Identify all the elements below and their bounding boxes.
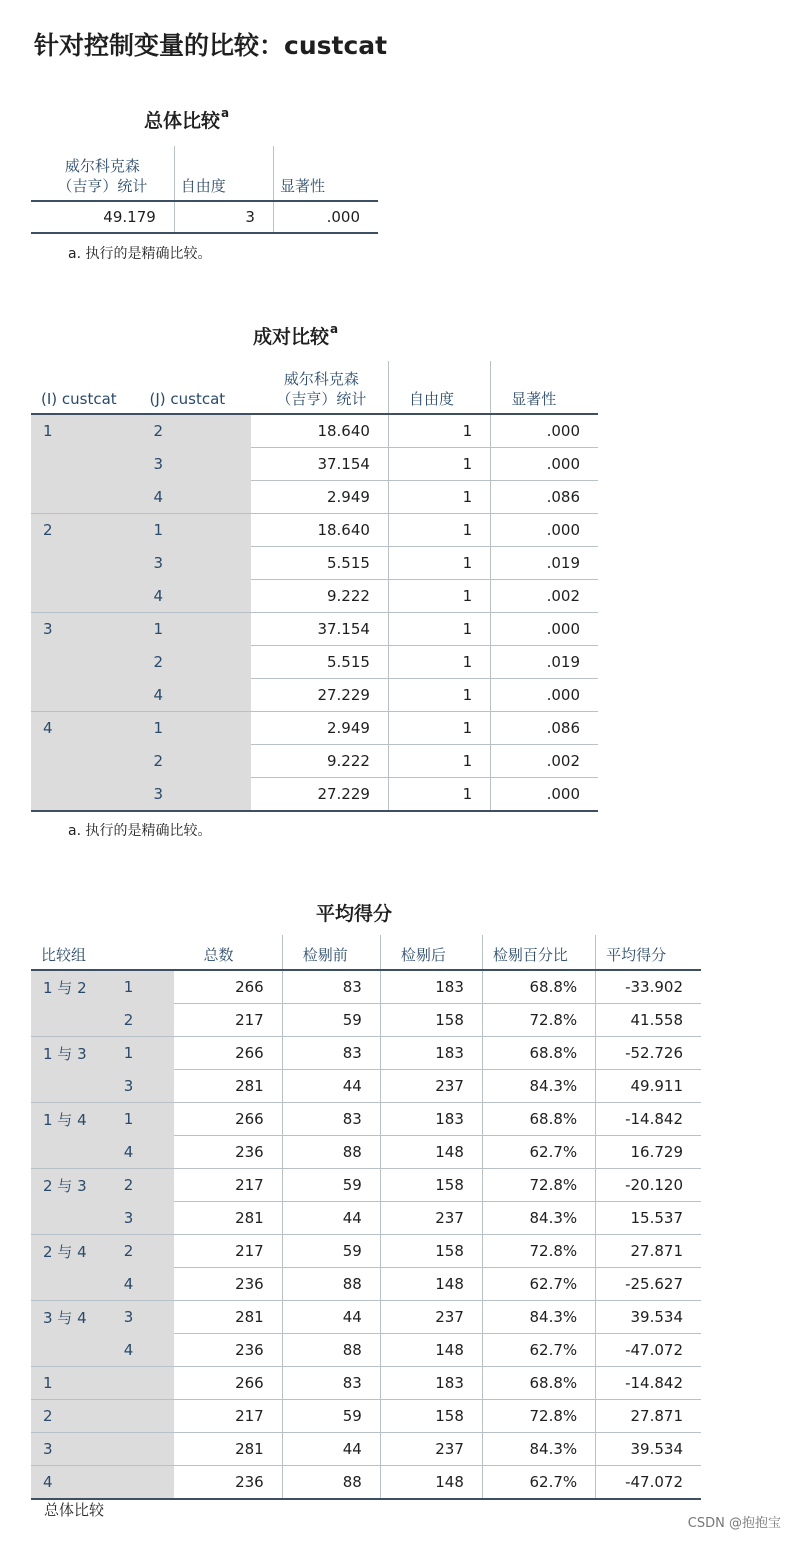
value-cell: 37.154 bbox=[251, 613, 389, 646]
value-cell: -20.120 bbox=[596, 1169, 701, 1202]
value-cell: 88 bbox=[282, 1268, 380, 1301]
pairwise-footnote: a. 执行的是精确比较。 bbox=[68, 823, 212, 839]
pairwise-header: (J) custcat bbox=[140, 361, 251, 414]
comparison-group-cell bbox=[31, 1202, 110, 1235]
pairwise-header: (I) custcat bbox=[31, 361, 140, 414]
table-row bbox=[31, 547, 598, 580]
category-cell: 1 bbox=[110, 970, 174, 1004]
table-row bbox=[31, 1367, 701, 1400]
overall-header: 显著性 bbox=[273, 146, 378, 201]
i-custcat-cell: 1 bbox=[31, 414, 140, 448]
comparison-group-cell bbox=[31, 1136, 110, 1169]
i-custcat-cell bbox=[31, 745, 140, 778]
table-row bbox=[31, 1004, 701, 1037]
scores-header: 总数 bbox=[174, 935, 283, 970]
value-cell: 84.3% bbox=[482, 1202, 595, 1235]
value-cell: 59 bbox=[282, 1400, 380, 1433]
value-cell: 237 bbox=[380, 1070, 482, 1103]
value-cell: 237 bbox=[380, 1301, 482, 1334]
value-cell: 183 bbox=[380, 1367, 482, 1400]
scores-header: 检剔后 bbox=[380, 935, 482, 970]
table-row bbox=[31, 613, 598, 646]
value-cell: 237 bbox=[380, 1433, 482, 1466]
overall-cell: .000 bbox=[273, 201, 378, 233]
overall-footnote: a. 执行的是精确比较。 bbox=[68, 246, 212, 262]
value-cell: 83 bbox=[282, 1367, 380, 1400]
table-row bbox=[31, 679, 598, 712]
value-cell: 83 bbox=[282, 1037, 380, 1070]
value-cell: -14.842 bbox=[596, 1367, 701, 1400]
category-cell: 1 bbox=[110, 1103, 174, 1136]
table-row bbox=[31, 646, 598, 679]
value-cell: 49.911 bbox=[596, 1070, 701, 1103]
pairwise-title: 成对比较$^a$ bbox=[253, 321, 339, 348]
value-cell: 37.154 bbox=[251, 448, 389, 481]
value-cell: 27.871 bbox=[596, 1400, 701, 1433]
overall-header: 威尔科克森 （吉亨）统计 bbox=[31, 146, 174, 201]
value-cell: .000 bbox=[491, 448, 598, 481]
value-cell: 281 bbox=[174, 1301, 283, 1334]
comparison-group-cell: 1 与 3 bbox=[31, 1037, 110, 1070]
value-cell: 1 bbox=[388, 679, 490, 712]
value-cell: 1 bbox=[388, 547, 490, 580]
value-cell: .000 bbox=[491, 613, 598, 646]
table-row bbox=[31, 1202, 701, 1235]
value-cell: 68.8% bbox=[482, 970, 595, 1004]
value-cell: 158 bbox=[380, 1235, 482, 1268]
table-row bbox=[31, 1466, 701, 1500]
value-cell: 217 bbox=[174, 1169, 283, 1202]
table-row bbox=[31, 414, 598, 448]
table-row bbox=[31, 745, 598, 778]
value-cell: 72.8% bbox=[482, 1169, 595, 1202]
j-custcat-cell: 1 bbox=[140, 514, 251, 547]
category-cell: 1 bbox=[110, 1037, 174, 1070]
comparison-group-cell: 1 与 2 bbox=[31, 970, 110, 1004]
category-cell: 3 bbox=[110, 1301, 174, 1334]
table-row bbox=[31, 778, 598, 812]
table-row bbox=[31, 1334, 701, 1367]
value-cell: 44 bbox=[282, 1202, 380, 1235]
table-row bbox=[31, 481, 598, 514]
value-cell: 183 bbox=[380, 1103, 482, 1136]
value-cell: 1 bbox=[388, 514, 490, 547]
pairwise-header: 显著性 bbox=[491, 361, 598, 414]
value-cell: 148 bbox=[380, 1334, 482, 1367]
value-cell: 217 bbox=[174, 1004, 283, 1037]
j-custcat-cell: 2 bbox=[140, 646, 251, 679]
value-cell: 1 bbox=[388, 646, 490, 679]
table-row bbox=[31, 580, 598, 613]
value-cell: 83 bbox=[282, 1103, 380, 1136]
j-custcat-cell: 3 bbox=[140, 448, 251, 481]
value-cell: 5.515 bbox=[251, 547, 389, 580]
category-cell: 1 bbox=[31, 1367, 174, 1400]
value-cell: .000 bbox=[491, 679, 598, 712]
comparison-group-cell: 1 与 4 bbox=[31, 1103, 110, 1136]
category-cell: 4 bbox=[110, 1334, 174, 1367]
value-cell: 9.222 bbox=[251, 745, 389, 778]
table-row bbox=[31, 1103, 701, 1136]
value-cell: 281 bbox=[174, 1433, 283, 1466]
value-cell: 266 bbox=[174, 970, 283, 1004]
value-cell: .086 bbox=[491, 481, 598, 514]
watermark: CSDN @抱抱宝 bbox=[687, 1516, 781, 1531]
table-row bbox=[31, 1235, 701, 1268]
value-cell: 15.537 bbox=[596, 1202, 701, 1235]
value-cell: 68.8% bbox=[482, 1037, 595, 1070]
i-custcat-cell bbox=[31, 481, 140, 514]
value-cell: 1 bbox=[388, 778, 490, 812]
value-cell: -25.627 bbox=[596, 1268, 701, 1301]
comparison-group-cell bbox=[31, 1268, 110, 1301]
i-custcat-cell bbox=[31, 778, 140, 812]
scores-title: 平均得分 bbox=[316, 903, 393, 925]
value-cell: 217 bbox=[174, 1235, 283, 1268]
value-cell: 62.7% bbox=[482, 1268, 595, 1301]
i-custcat-cell bbox=[31, 448, 140, 481]
value-cell: 1 bbox=[388, 448, 490, 481]
value-cell: 59 bbox=[282, 1169, 380, 1202]
value-cell: 281 bbox=[174, 1070, 283, 1103]
j-custcat-cell: 2 bbox=[140, 745, 251, 778]
value-cell: 5.515 bbox=[251, 646, 389, 679]
table-row bbox=[31, 712, 598, 745]
category-cell: 3 bbox=[110, 1070, 174, 1103]
table-row bbox=[31, 1169, 701, 1202]
value-cell: 62.7% bbox=[482, 1466, 595, 1500]
j-custcat-cell: 4 bbox=[140, 679, 251, 712]
value-cell: 183 bbox=[380, 1037, 482, 1070]
value-cell: .000 bbox=[491, 514, 598, 547]
value-cell: 236 bbox=[174, 1334, 283, 1367]
comparison-group-cell bbox=[31, 1004, 110, 1037]
value-cell: 16.729 bbox=[596, 1136, 701, 1169]
value-cell: -47.072 bbox=[596, 1334, 701, 1367]
value-cell: 68.8% bbox=[482, 1367, 595, 1400]
category-cell: 3 bbox=[110, 1202, 174, 1235]
value-cell: 88 bbox=[282, 1136, 380, 1169]
category-cell: 2 bbox=[110, 1004, 174, 1037]
overall-title: 总体比较$^a$ bbox=[144, 105, 230, 132]
value-cell: 183 bbox=[380, 970, 482, 1004]
i-custcat-cell: 3 bbox=[31, 613, 140, 646]
pairwise-header: 威尔科克森 （吉亨）统计 bbox=[251, 361, 389, 414]
value-cell: .000 bbox=[491, 778, 598, 812]
j-custcat-cell: 4 bbox=[140, 481, 251, 514]
table-row bbox=[31, 1301, 701, 1334]
i-custcat-cell: 2 bbox=[31, 514, 140, 547]
value-cell: 44 bbox=[282, 1301, 380, 1334]
value-cell: .002 bbox=[491, 745, 598, 778]
value-cell: 9.222 bbox=[251, 580, 389, 613]
value-cell: 44 bbox=[282, 1070, 380, 1103]
value-cell: -52.726 bbox=[596, 1037, 701, 1070]
overall-cell: 49.179 bbox=[31, 201, 174, 233]
j-custcat-cell: 3 bbox=[140, 547, 251, 580]
value-cell: 18.640 bbox=[251, 514, 389, 547]
value-cell: 1 bbox=[388, 613, 490, 646]
value-cell: 62.7% bbox=[482, 1136, 595, 1169]
value-cell: 27.229 bbox=[251, 778, 389, 812]
comparison-group-cell bbox=[31, 1334, 110, 1367]
table-row bbox=[31, 970, 701, 1004]
value-cell: 84.3% bbox=[482, 1301, 595, 1334]
value-cell: 83 bbox=[282, 970, 380, 1004]
comparison-group-cell: 2 与 3 bbox=[31, 1169, 110, 1202]
comparison-group-cell: 3 与 4 bbox=[31, 1301, 110, 1334]
table-row bbox=[31, 1400, 701, 1433]
overall-header: 自由度 bbox=[174, 146, 273, 201]
value-cell: 84.3% bbox=[482, 1433, 595, 1466]
j-custcat-cell: 1 bbox=[140, 712, 251, 745]
i-custcat-cell bbox=[31, 646, 140, 679]
scores-header: 检剔百分比 bbox=[482, 935, 595, 970]
value-cell: 1 bbox=[388, 580, 490, 613]
value-cell: 148 bbox=[380, 1136, 482, 1169]
value-cell: -47.072 bbox=[596, 1466, 701, 1500]
category-cell: 4 bbox=[31, 1466, 174, 1500]
value-cell: 88 bbox=[282, 1334, 380, 1367]
scores-footnote: 总体比较 bbox=[44, 1501, 105, 1519]
value-cell: .002 bbox=[491, 580, 598, 613]
i-custcat-cell bbox=[31, 547, 140, 580]
page-title: 针对控制变量的比较：custcat bbox=[34, 31, 388, 60]
value-cell: -33.902 bbox=[596, 970, 701, 1004]
category-cell: 3 bbox=[31, 1433, 174, 1466]
value-cell: 158 bbox=[380, 1400, 482, 1433]
value-cell: 266 bbox=[174, 1367, 283, 1400]
value-cell: 217 bbox=[174, 1400, 283, 1433]
overall-table bbox=[31, 146, 378, 234]
value-cell: 148 bbox=[380, 1268, 482, 1301]
value-cell: 236 bbox=[174, 1466, 283, 1500]
table-row bbox=[31, 1268, 701, 1301]
scores-header: 检剔前 bbox=[282, 935, 380, 970]
pairwise-table bbox=[31, 361, 598, 812]
j-custcat-cell: 2 bbox=[140, 414, 251, 448]
value-cell: 59 bbox=[282, 1004, 380, 1037]
overall-cell: 3 bbox=[174, 201, 273, 233]
scores-header: 平均得分 bbox=[596, 935, 701, 970]
j-custcat-cell: 3 bbox=[140, 778, 251, 812]
i-custcat-cell bbox=[31, 679, 140, 712]
value-cell: 41.558 bbox=[596, 1004, 701, 1037]
table-row bbox=[31, 1136, 701, 1169]
scores-table bbox=[31, 935, 701, 1500]
value-cell: 62.7% bbox=[482, 1334, 595, 1367]
value-cell: 72.8% bbox=[482, 1004, 595, 1037]
value-cell: 1 bbox=[388, 414, 490, 448]
value-cell: 266 bbox=[174, 1037, 283, 1070]
value-cell: 148 bbox=[380, 1466, 482, 1500]
value-cell: 1 bbox=[388, 481, 490, 514]
table-row bbox=[31, 1037, 701, 1070]
i-custcat-cell: 4 bbox=[31, 712, 140, 745]
comparison-group-cell: 2 与 4 bbox=[31, 1235, 110, 1268]
value-cell: .000 bbox=[491, 414, 598, 448]
value-cell: 27.229 bbox=[251, 679, 389, 712]
value-cell: 59 bbox=[282, 1235, 380, 1268]
value-cell: 68.8% bbox=[482, 1103, 595, 1136]
category-cell: 2 bbox=[110, 1169, 174, 1202]
comparison-group-cell bbox=[31, 1070, 110, 1103]
value-cell: 88 bbox=[282, 1466, 380, 1500]
value-cell: 158 bbox=[380, 1004, 482, 1037]
value-cell: 158 bbox=[380, 1169, 482, 1202]
value-cell: 1 bbox=[388, 745, 490, 778]
value-cell: 39.534 bbox=[596, 1433, 701, 1466]
value-cell: 72.8% bbox=[482, 1235, 595, 1268]
scores-header: 比较组 bbox=[31, 935, 110, 970]
value-cell: 1 bbox=[388, 712, 490, 745]
value-cell: 2.949 bbox=[251, 481, 389, 514]
j-custcat-cell: 4 bbox=[140, 580, 251, 613]
category-cell: 4 bbox=[110, 1136, 174, 1169]
value-cell: 237 bbox=[380, 1202, 482, 1235]
value-cell: -14.842 bbox=[596, 1103, 701, 1136]
value-cell: 281 bbox=[174, 1202, 283, 1235]
pairwise-header: 自由度 bbox=[388, 361, 490, 414]
value-cell: 18.640 bbox=[251, 414, 389, 448]
scores-header bbox=[110, 935, 174, 970]
category-cell: 2 bbox=[31, 1400, 174, 1433]
table-row bbox=[31, 1070, 701, 1103]
i-custcat-cell bbox=[31, 580, 140, 613]
value-cell: 84.3% bbox=[482, 1070, 595, 1103]
category-cell: 4 bbox=[110, 1268, 174, 1301]
table-row bbox=[31, 514, 598, 547]
value-cell: 44 bbox=[282, 1433, 380, 1466]
value-cell: .019 bbox=[491, 547, 598, 580]
value-cell: 39.534 bbox=[596, 1301, 701, 1334]
value-cell: 72.8% bbox=[482, 1400, 595, 1433]
value-cell: 236 bbox=[174, 1268, 283, 1301]
table-row bbox=[31, 1433, 701, 1466]
table-row bbox=[31, 448, 598, 481]
category-cell: 2 bbox=[110, 1235, 174, 1268]
value-cell: .019 bbox=[491, 646, 598, 679]
j-custcat-cell: 1 bbox=[140, 613, 251, 646]
value-cell: 236 bbox=[174, 1136, 283, 1169]
value-cell: 27.871 bbox=[596, 1235, 701, 1268]
value-cell: .086 bbox=[491, 712, 598, 745]
value-cell: 2.949 bbox=[251, 712, 389, 745]
value-cell: 266 bbox=[174, 1103, 283, 1136]
